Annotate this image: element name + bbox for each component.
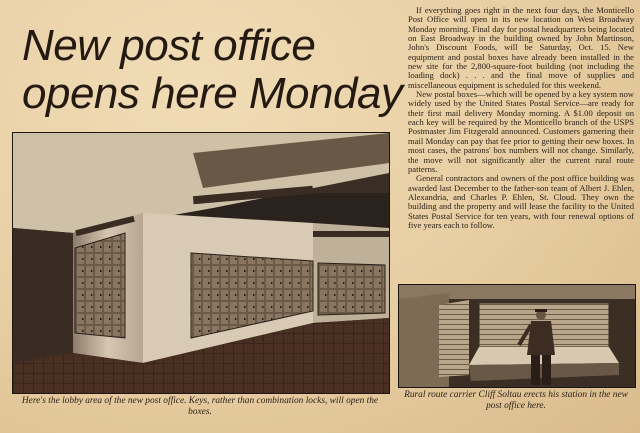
lobby-photo-image <box>13 133 389 393</box>
lobby-photo <box>12 132 390 394</box>
article-paragraph: New postal boxes—which will be opened by a key system now widely used by the United States Postal Service—are ready for their first mail delivery Monday morning. A $1.00 deposit on each key will be required by the Monticello branch of the USPS Postmaster Jim Fitzgerald announced. Customers garnering their mail Monday can pay that fee prior to getting their new boxes. In most cases, the patrons' box numbers will not change. Similarly, the move will not significantly alter the current rural route patterns. <box>408 89 634 174</box>
article-paragraph: If everything goes right in the next four days, the Monticello Post Office will open in its new location on West Broadway Monday morning. Final day for postal headquarters being located on East Broadway in the building owned by John Martinson, John's Discount Foods, will be Saturday, Oct. 15. New equipment and postal boxes have already been installed in the new site for the 2,800-square-foot building (not including the loading dock) . . . and the final move of supplies and miscellaneous equipment is scheduled for this weekend. <box>408 5 634 90</box>
headline-line-1: New post office <box>22 21 316 70</box>
headline <box>22 22 402 118</box>
lobby-photo-caption: Here's the lobby area of the new post office. Keys, rather than combination locks, will open the boxes. <box>21 396 379 417</box>
headline-line-2: opens here Monday <box>22 69 403 118</box>
carrier-photo-caption: Rural route carrier Cliff Soltau erects his station in the new post office here. <box>404 390 628 411</box>
carrier-photo <box>398 284 636 388</box>
article-paragraph: General contractors and owners of the post office building was awarded last December to the father-son team of Albert J. Ehlen, Alexandria, and Charles P. Ehlen, St. Cloud. They own the building and the property and will lease the facility to the United States Postal Service for ten years, with four renewal options of five years each to follow. <box>408 173 634 230</box>
article-body <box>408 6 634 230</box>
carrier-photo-image <box>399 285 635 387</box>
